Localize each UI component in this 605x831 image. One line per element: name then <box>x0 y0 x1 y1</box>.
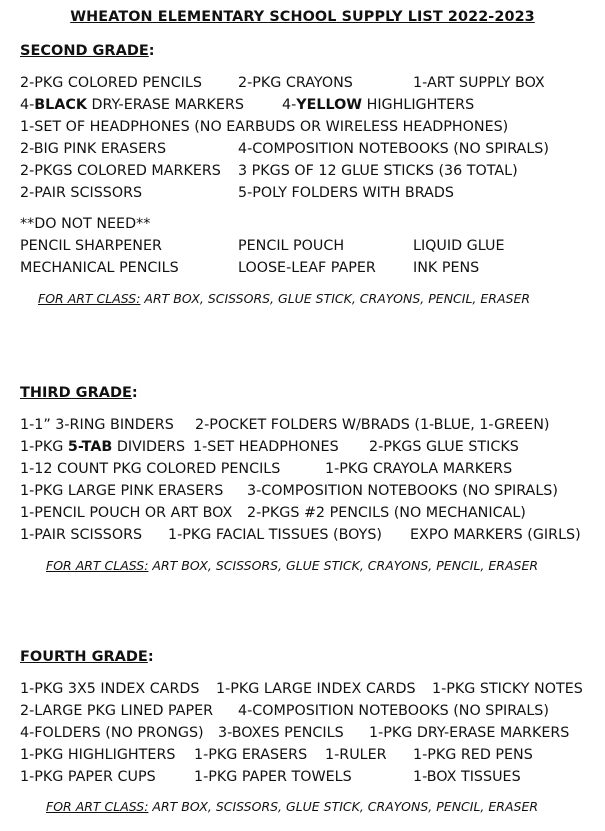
second-grade-heading-colon: : <box>148 43 155 59</box>
list-item: PENCIL POUCH <box>238 238 345 254</box>
art-class-line <box>38 291 530 306</box>
item-qty: 4- <box>282 97 297 113</box>
item-emphasis: 5-TAB <box>67 439 113 455</box>
list-item: PENCIL SHARPENER <box>20 238 162 254</box>
item-text: HIGHLIGHTERS <box>362 97 475 113</box>
item-text: DIVIDERS <box>112 439 186 455</box>
list-item: 1-ART SUPPLY BOX <box>413 75 545 91</box>
list-item: 2-PAIR SCISSORS <box>20 185 143 201</box>
list-item: 2-PKGS GLUE STICKS <box>369 439 519 455</box>
list-item: 1-PAIR SCISSORS <box>20 527 143 543</box>
list-item: 5-POLY FOLDERS WITH BRADS <box>238 185 454 201</box>
list-item: 1-PKG HIGHLIGHTERS <box>20 747 176 763</box>
list-item <box>20 96 244 114</box>
art-class-items: ART BOX, SCISSORS, GLUE STICK, CRAYONS, PENCIL, ERASER <box>148 558 539 573</box>
item-text: DRY-ERASE MARKERS <box>86 97 244 113</box>
list-item: 1-BOX TISSUES <box>413 769 521 785</box>
list-item: 3 PKGS OF 12 GLUE STICKS (36 TOTAL) <box>238 163 518 179</box>
list-item: 1-PKG LARGE PINK ERASERS <box>20 483 224 499</box>
list-item <box>282 96 474 114</box>
document-title: WHEATON ELEMENTARY SCHOOL SUPPLY LIST 2022-2023 <box>70 9 535 25</box>
item-qty: 4- <box>20 97 35 113</box>
list-item: 2-PKGS COLORED MARKERS <box>20 163 221 179</box>
list-item: 1-PKG 3X5 INDEX CARDS <box>20 681 200 697</box>
item-emphasis: YELLOW <box>296 97 363 113</box>
list-item: LIQUID GLUE <box>413 238 505 254</box>
fourth-grade-heading-colon: : <box>147 649 154 665</box>
list-item: 1-PKG PAPER TOWELS <box>194 769 352 785</box>
list-item: LOOSE-LEAF PAPER <box>238 260 376 276</box>
third-grade-heading <box>20 385 138 401</box>
art-class-label: FOR ART CLASS: <box>46 558 149 573</box>
list-item: 3-COMPOSITION NOTEBOOKS (NO SPIRALS) <box>247 483 558 499</box>
list-item: 1-PKG RED PENS <box>413 747 533 763</box>
list-item: 1-RULER <box>325 747 387 763</box>
list-item: 1-PKG PAPER CUPS <box>20 769 156 785</box>
list-item: EXPO MARKERS (GIRLS) <box>410 527 581 543</box>
art-class-items: ART BOX, SCISSORS, GLUE STICK, CRAYONS, PENCIL, ERASER <box>148 799 539 814</box>
list-item: 2-PKGS #2 PENCILS (NO MECHANICAL) <box>247 505 526 521</box>
list-item: 1-1” 3-RING BINDERS <box>20 417 174 433</box>
list-item: 1-SET HEADPHONES <box>193 439 339 455</box>
fourth-grade-heading-label: FOURTH GRADE <box>20 649 148 665</box>
art-class-line <box>46 799 538 814</box>
list-item: 1-PKG LARGE INDEX CARDS <box>216 681 416 697</box>
list-item: 1-PKG FACIAL TISSUES (BOYS) <box>168 527 383 543</box>
list-item: 1-SET OF HEADPHONES (NO EARBUDS OR WIRELESS HEADPHONES) <box>20 119 509 135</box>
item-emphasis: BLACK <box>34 97 87 113</box>
list-item: 1-PENCIL POUCH OR ART BOX <box>20 505 233 521</box>
list-item: 1-PKG ERASERS <box>194 747 308 763</box>
list-item: 1-PKG DRY-ERASE MARKERS <box>369 725 570 741</box>
list-item: 4-FOLDERS (NO PRONGS) <box>20 725 204 741</box>
list-item: 4-COMPOSITION NOTEBOOKS (NO SPIRALS) <box>238 703 549 719</box>
art-class-label: FOR ART CLASS: <box>46 799 149 814</box>
second-grade-heading-label: SECOND GRADE <box>20 43 149 59</box>
list-item <box>20 438 185 456</box>
list-item: 3-BOXES PENCILS <box>218 725 344 741</box>
third-grade-heading-colon: : <box>131 385 138 401</box>
list-item: 2-PKG CRAYONS <box>238 75 353 91</box>
art-class-items: ART BOX, SCISSORS, GLUE STICK, CRAYONS, PENCIL, ERASER <box>140 291 531 306</box>
list-item: 2-POCKET FOLDERS W/BRADS (1-BLUE, 1-GREEN) <box>195 417 550 433</box>
art-class-label: FOR ART CLASS: <box>38 291 141 306</box>
fourth-grade-heading <box>20 649 154 665</box>
list-item: 4-COMPOSITION NOTEBOOKS (NO SPIRALS) <box>238 141 549 157</box>
list-item: MECHANICAL PENCILS <box>20 260 179 276</box>
list-item: 1-PKG CRAYOLA MARKERS <box>325 461 513 477</box>
list-item: 2-BIG PINK ERASERS <box>20 141 167 157</box>
list-item: 1-12 COUNT PKG COLORED PENCILS <box>20 461 281 477</box>
art-class-line <box>46 558 538 573</box>
second-grade-heading <box>20 43 155 59</box>
list-item: 2-LARGE PKG LINED PAPER <box>20 703 214 719</box>
do-not-need-heading: **DO NOT NEED** <box>20 216 151 232</box>
list-item: 2-PKG COLORED PENCILS <box>20 75 202 91</box>
list-item: INK PENS <box>413 260 480 276</box>
third-grade-heading-label: THIRD GRADE <box>20 385 132 401</box>
item-qty: 1-PKG <box>20 439 68 455</box>
list-item: 1-PKG STICKY NOTES <box>432 681 583 697</box>
